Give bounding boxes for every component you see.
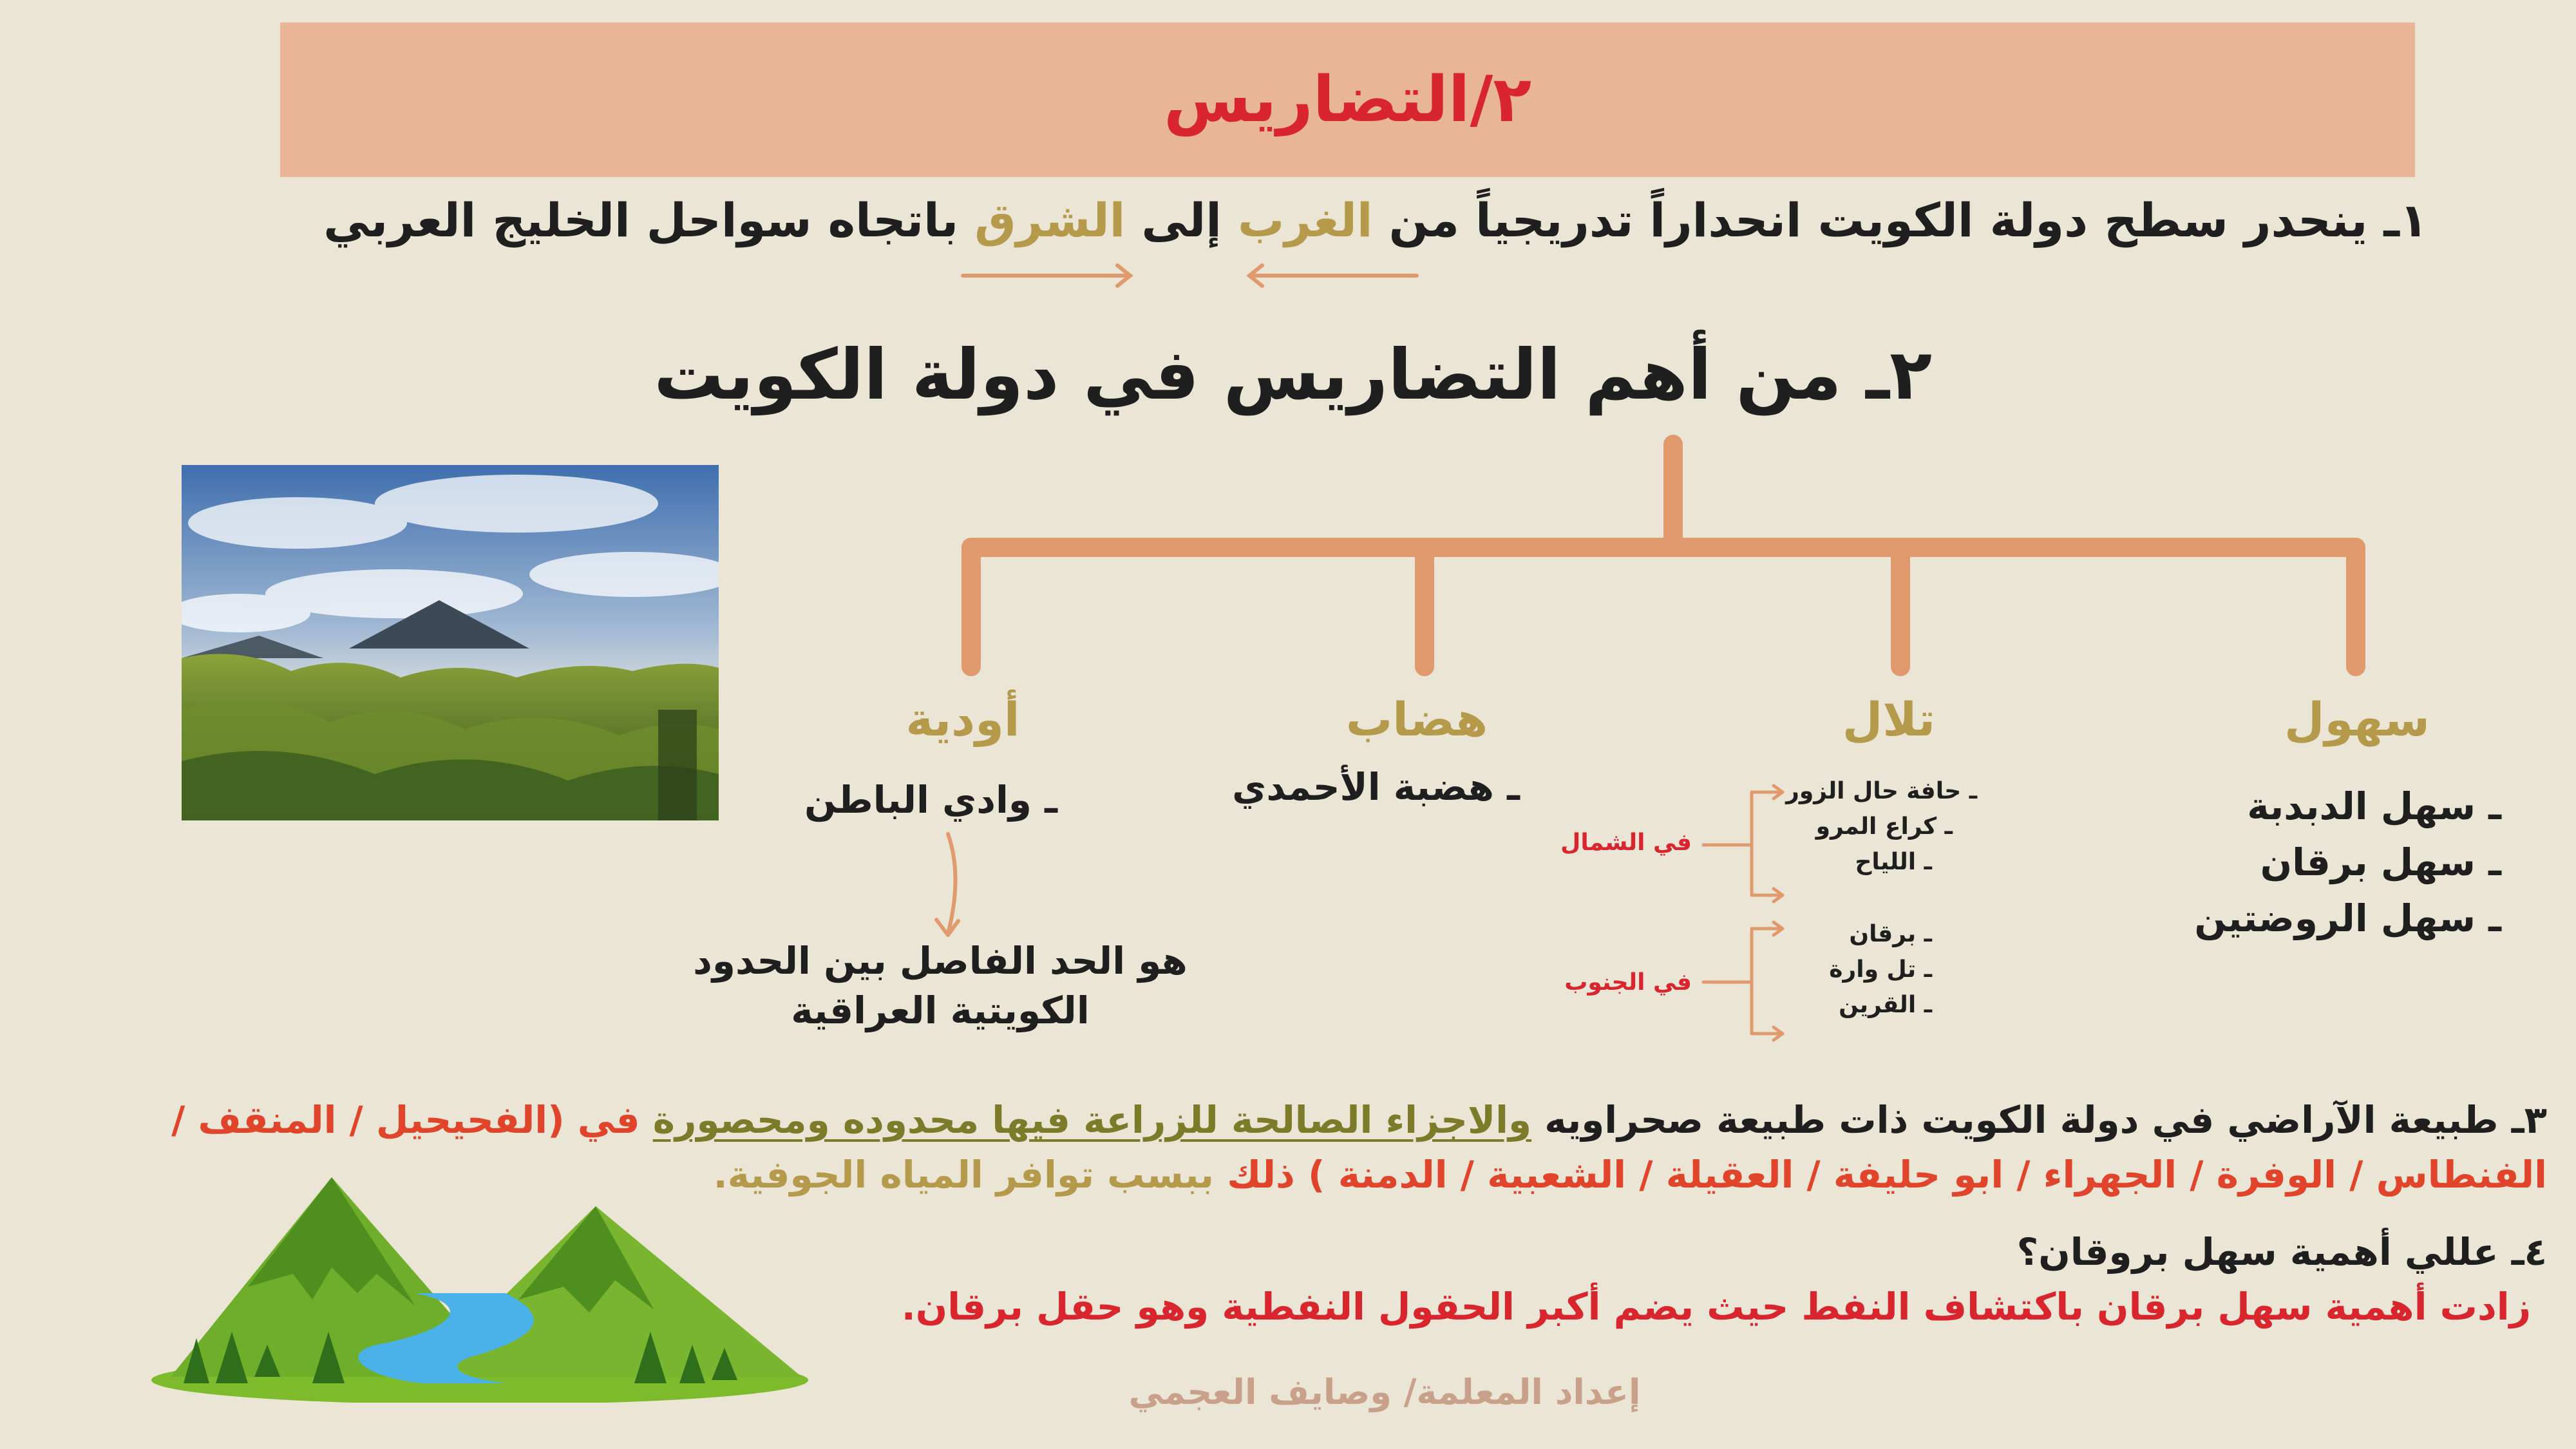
point-4-answer: زادت أهمية سهل برقان باكتشاف النفط حيث يضم أكبر الحقول النفطية وهو حقل برقان. [901,1285,2531,1329]
hill-south-item-3: ـ القرين [1839,992,1932,1018]
plain-item-2: ـ سهل برقان [2260,840,2501,884]
hill-north-item-2: ـ كراع المرو [1815,813,1953,840]
valley-note-line-2: الكويتية العراقية [791,989,1090,1032]
point-3-line-2 [714,1153,2547,1197]
point-2-heading: ٢ـ من أهم التضاريس في دولة الكويت [654,335,1932,415]
hill-north-item-1: ـ حافة حال الزور [1786,778,1977,804]
plateau-item-1: ـ هضبة الأحمدي [1232,765,1520,809]
valley-curved-arrow [927,831,979,947]
point-3-reason: ببسب توافر المياه الجوفية. [713,1153,1215,1197]
category-plateaus-label: هضاب [1345,692,1488,746]
point-1-part-a: ١ـ ينحدر سطح دولة الكويت انحداراً تدريجياً من [1372,193,2428,247]
east-word: الشرق [974,193,1126,247]
valley-item-1: ـ وادي الباطن [804,778,1057,822]
plain-item-3: ـ سهل الروضتين [2194,896,2501,940]
mountains-illustration [145,1171,818,1403]
valley-note-line-1: هو الحد الفاصل بين الحدود [693,939,1188,983]
point-3-places-2: الفنطاس / الوفرة / الجهراء / ابو حليفة / العقيلة / الشعبية / الدمنة ) ذلك [1214,1153,2547,1197]
category-valleys-label: أودية [905,692,1020,746]
point-3-underlined: والاجزاء الصالحة للزراعة فيها محدوده ومحصورة [652,1098,1532,1142]
hills-south-label: في الجنوب [1564,969,1692,996]
hills-north-label: في الشمال [1560,829,1692,856]
point-1-to: إلى [1125,193,1238,247]
hills-branch-arrows [1700,773,1790,1056]
point-3-lead: ٣ـ طبيعة الآراضي في دولة الكويت ذات طبيعة صحراويه [1531,1098,2547,1142]
mountain-landscape-photo [182,465,719,820]
author-credit: إعداد المعلمة/ وصايف العجمي [1128,1372,1641,1412]
plain-item-1: ـ سهل الدبدبة [2247,784,2501,828]
west-word: الغرب [1238,193,1373,247]
hill-south-item-2: ـ تل وارة [1829,956,1932,983]
category-plains-label: سهول [2284,692,2430,746]
point-4-question: ٤ـ عللي أهمية سهل بروقان؟ [2016,1230,2547,1274]
category-hills-label: تلال [1842,692,1936,746]
hill-south-item-1: ـ برقان [1849,921,1932,947]
hill-north-item-3: ـ اللياح [1855,849,1932,875]
point-3-line-1 [171,1098,2547,1142]
point-1-part-b: باتجاه سواحل الخليج العربي [323,193,975,247]
point-3-places-1: في (الفحيحيل / المنقف / [171,1098,653,1142]
page-title: ٢/التضاريس [1163,63,1532,137]
